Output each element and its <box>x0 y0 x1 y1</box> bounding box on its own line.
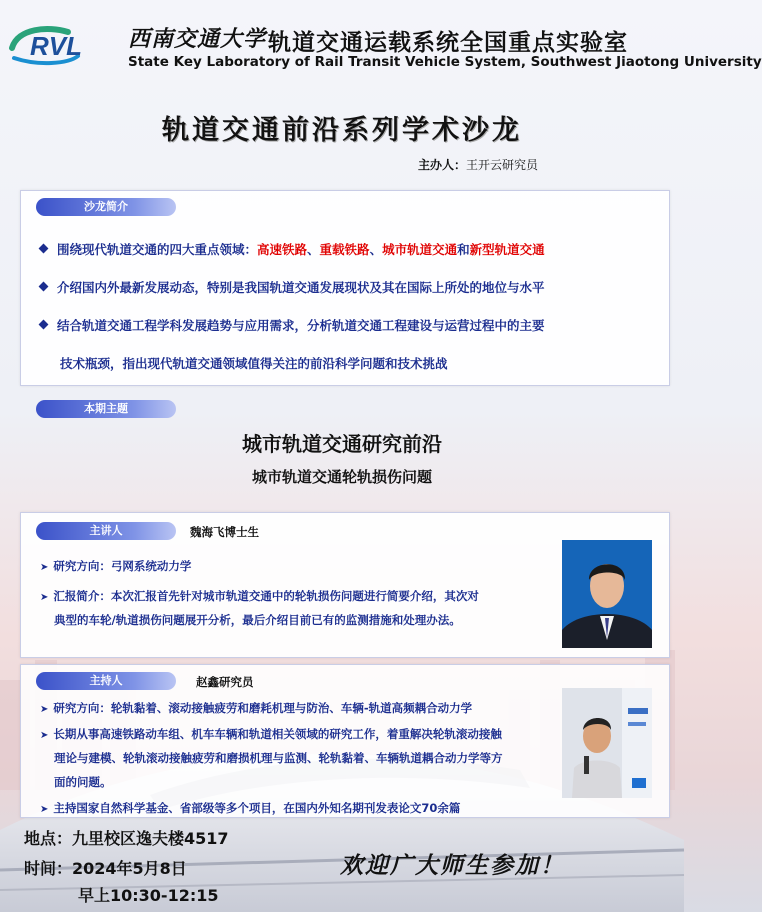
diamond-bullet-icon <box>39 244 49 254</box>
date-line: 时间：2024年5月8日 <box>24 859 187 878</box>
arrow-bullet-icon: ➤ <box>40 592 49 603</box>
intro-bullet-3-continued: 技术瓶颈，指出现代轨道交通领域值得关注的前沿科学问题和技术挑战 <box>60 356 448 371</box>
moderator-work: ➤ 长期从事高速铁路动车组、机车车辆和轨道相关领域的研究工作，着重解决轮轨滚动接触 <box>40 727 502 741</box>
speaker-summary: ➤ 汇报简介：本次汇报首先针对城市轨道交通中的轮轨损伤问题进行简要介绍，其次对 <box>40 589 479 603</box>
page-title: 轨道交通前沿系列学术沙龙 <box>162 115 522 146</box>
moderator-photo <box>562 688 652 798</box>
lab-name-english: State Key Laboratory of Rail Transit Vehicle System, Southwest Jiaotong University <box>128 54 762 70</box>
moderator-direction: ➤ 研究方向：轮轨黏着、滚动接触疲劳和磨耗机理与防治、车辆-轨道高频耦合动力学 <box>40 701 473 715</box>
arrow-bullet-icon: ➤ <box>40 704 49 715</box>
host-name: 王开云研究员 <box>466 158 539 172</box>
moderator-label-pill: 主持人 <box>36 672 176 690</box>
intro-label-pill: 沙龙简介 <box>36 198 176 216</box>
lab-name-chinese: 轨道交通运载系统全国重点实验室 <box>268 30 628 56</box>
topic-label-pill: 本期主题 <box>36 400 176 418</box>
speaker-name: 魏海飞博士生 <box>190 525 259 539</box>
rvl-logo <box>8 22 126 68</box>
arrow-bullet-icon: ➤ <box>40 562 49 573</box>
arrow-bullet-icon: ➤ <box>40 804 49 815</box>
speaker-label-pill: 主讲人 <box>36 522 176 540</box>
intro-bullet-3: 结合轨道交通工程学科发展趋势与应用需求，分析轨道交通工程建设与运营过程中的主要 <box>40 316 545 334</box>
arrow-bullet-icon: ➤ <box>40 730 49 741</box>
host-label: 主办人： <box>418 158 467 172</box>
moderator-work-line-3: 面的问题。 <box>54 775 112 789</box>
welcome-message: 欢迎广大师生参加！ <box>340 852 565 879</box>
intro-bullet-2: 介绍国内外最新发展动态，特别是我国轨道交通发展现状及其在国际上所处的地位与水平 <box>40 278 545 296</box>
university-name: 西南交通大学 <box>128 26 267 52</box>
moderator-work-line-2: 理论与建模、轮轨滚动接触疲劳和磨损机理与监测、轮轨黏着、车辆轨道耦合动力学等方 <box>54 751 503 765</box>
diamond-bullet-icon <box>39 320 49 330</box>
host-line <box>418 156 538 173</box>
topic-main-title: 城市轨道交通研究前沿 <box>242 432 442 456</box>
time-line: 早上10:30-12:15 <box>78 886 219 905</box>
intro-bullet-1: 围绕现代轨道交通的四大重点领域：高速铁路、重载铁路、城市轨道交通和新型轨道交通 <box>40 240 545 258</box>
speaker-portrait <box>562 540 652 648</box>
speaker-direction: ➤ 研究方向：弓网系统动力学 <box>40 559 192 573</box>
diamond-bullet-icon <box>39 282 49 292</box>
rvl-logo-text: RVL <box>30 31 82 61</box>
speaker-summary-continued: 典型的车轮/轨道损伤问题展开分析，最后介绍目前已有的监测措施和处理办法。 <box>54 613 461 627</box>
location-line: 地点：九里校区逸夫楼4517 <box>24 829 229 848</box>
topic-subtitle: 城市轨道交通轮轨损伤问题 <box>251 468 432 486</box>
moderator-projects: ➤ 主持国家自然科学基金、省部级等多个项目，在国内外知名期刊发表论文70余篇 <box>40 801 461 815</box>
moderator-name: 赵鑫研究员 <box>196 675 254 689</box>
